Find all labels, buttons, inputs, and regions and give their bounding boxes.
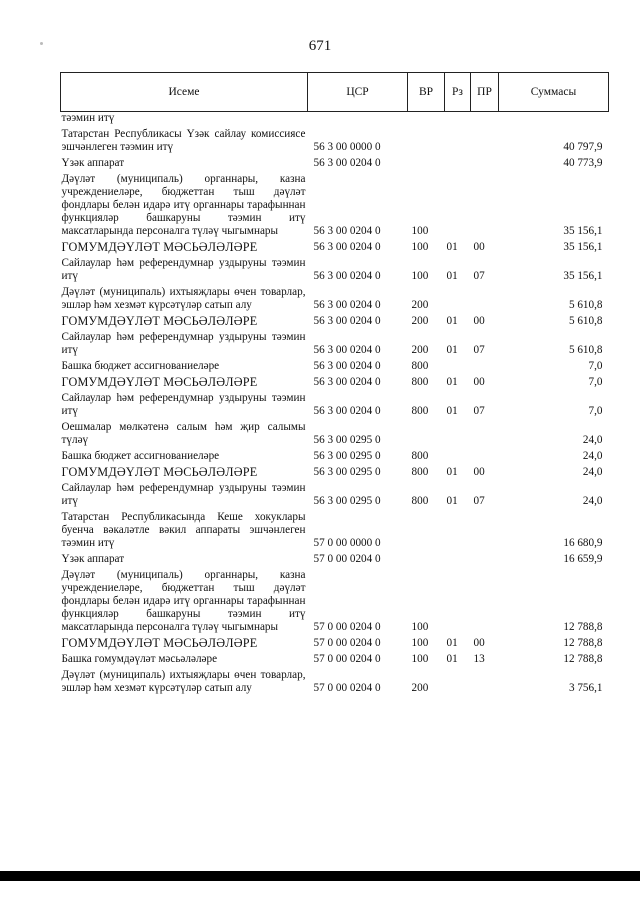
cell-sum: 35 156,1: [563, 270, 603, 282]
cell-name: Дәүләт (муниципаль) органнары, казна учреждениеләре, бюджеттан тыш дәүләт фондлары белән идарә итү органнары тарафыннан функцияләр башкаруны тәэмин итү максатларында персоналга түләү чыгымнары: [61, 569, 306, 633]
cell-pr: 07: [473, 270, 485, 282]
cell-vr: 800: [411, 466, 429, 478]
table-row: [61, 552, 609, 568]
table-row: [61, 668, 609, 697]
header-sum: Суммасы: [499, 73, 609, 112]
cell-csr: 56 3 00 0204 0: [313, 344, 381, 356]
cell-pr: 07: [473, 495, 485, 507]
table-row: [61, 568, 609, 636]
table-row: [61, 652, 609, 668]
budget-table: [60, 72, 609, 697]
cell-csr: 56 3 00 0204 0: [313, 315, 381, 327]
cell-vr: [408, 420, 445, 449]
table-row: [61, 127, 609, 156]
cell-rz: [445, 552, 471, 568]
cell-csr: 57 0 00 0204 0: [313, 621, 381, 633]
cell-sum: 7,0: [588, 376, 603, 388]
cell-pr: 13: [473, 653, 485, 665]
header-rz: Рз: [445, 73, 471, 112]
cell-csr: 56 3 00 0204 0: [313, 376, 381, 388]
cell-rz: 01: [446, 344, 458, 356]
table-row: [61, 156, 609, 172]
header-pr: ПР: [471, 73, 499, 112]
cell-csr: 56 3 00 0204 0: [313, 225, 381, 237]
header-name: Исеме: [61, 73, 308, 112]
cell-vr: 100: [411, 637, 429, 649]
cell-vr: 800: [411, 450, 429, 462]
cell-pr: [471, 112, 499, 128]
header-csr: ЦСР: [308, 73, 408, 112]
cell-pr: 00: [473, 376, 485, 388]
cell-rz: [445, 420, 471, 449]
cell-rz: [445, 568, 471, 636]
cell-rz: [445, 285, 471, 314]
cell-vr: 200: [411, 344, 429, 356]
cell-sum: 5 610,8: [568, 299, 603, 311]
cell-vr: [408, 156, 445, 172]
cell-vr: 800: [411, 495, 429, 507]
cell-csr: 56 3 00 0000 0: [313, 141, 381, 153]
cell-rz: [445, 359, 471, 375]
cell-sum: 7,0: [588, 360, 603, 372]
cell-vr: 100: [411, 225, 429, 237]
cell-name: ГОМУМДӘҮЛӘТ МӘСЬӘЛӘЛӘРЕ: [61, 636, 258, 650]
cell-csr: 56 3 00 0204 0: [313, 360, 381, 372]
cell-sum: 24,0: [582, 450, 603, 462]
cell-rz: 01: [446, 241, 458, 253]
cell-sum: 5 610,8: [568, 315, 603, 327]
cell-name: ГОМУМДӘҮЛӘТ МӘСЬӘЛӘЛӘРЕ: [61, 375, 258, 389]
cell-sum: 40 797,9: [563, 141, 603, 153]
cell-sum: 12 788,8: [563, 637, 603, 649]
table-row: [61, 420, 609, 449]
table-row: [61, 636, 609, 652]
table-row: [61, 359, 609, 375]
header-vr: ВР: [408, 73, 445, 112]
cell-rz: [445, 668, 471, 697]
cell-name: Сайлаулар һәм референдумнар уздыруны тәэмин итү: [61, 257, 306, 282]
table-row: [61, 510, 609, 552]
table-row: [61, 449, 609, 465]
cell-vr: [408, 112, 445, 128]
cell-pr: 07: [473, 344, 485, 356]
cell-vr: [408, 510, 445, 552]
cell-pr: [471, 156, 499, 172]
cell-name: Дәүләт (муниципаль) ихтыяҗлары өчен товарлар, эшләр һәм хезмәт күрсәтүләр сатып алу: [61, 286, 306, 311]
cell-sum: 35 156,1: [563, 241, 603, 253]
cell-vr: 100: [411, 653, 429, 665]
scan-dot: [40, 42, 43, 45]
cell-csr: 56 3 00 0204 0: [313, 241, 381, 253]
cell-pr: 00: [473, 637, 485, 649]
cell-pr: 00: [473, 315, 485, 327]
cell-csr: 56 3 00 0204 0: [313, 157, 381, 169]
cell-csr: 57 0 00 0000 0: [313, 537, 381, 549]
cell-sum: 24,0: [582, 495, 603, 507]
cell-name: ГОМУМДӘҮЛӘТ МӘСЬӘЛӘЛӘРЕ: [61, 465, 258, 479]
cell-vr: 800: [411, 405, 429, 417]
cell-csr: [308, 112, 408, 128]
table-row: [61, 481, 609, 510]
table-row: [61, 172, 609, 240]
cell-name: Татарстан Республикасында Кеше хокуклары буенча вәкаләтле вәкил аппараты эшчәнлеген тәэмин итү: [61, 511, 306, 549]
cell-pr: [471, 127, 499, 156]
cell-name: Сайлаулар һәм референдумнар уздыруны тәэмин итү: [61, 482, 306, 507]
cell-csr: 56 3 00 0204 0: [313, 299, 381, 311]
cell-csr: 56 3 00 0295 0: [313, 495, 381, 507]
table-row: [61, 256, 609, 285]
table-row: [61, 391, 609, 420]
cell-pr: [471, 510, 499, 552]
cell-pr: [471, 568, 499, 636]
cell-vr: 100: [411, 241, 429, 253]
cell-sum: 12 788,8: [563, 653, 603, 665]
cell-pr: [471, 668, 499, 697]
cell-pr: [471, 420, 499, 449]
cell-sum: 12 788,8: [563, 621, 603, 633]
cell-rz: 01: [446, 466, 458, 478]
cell-rz: 01: [446, 653, 458, 665]
cell-csr: 57 0 00 0204 0: [313, 637, 381, 649]
cell-vr: 100: [411, 270, 429, 282]
table-header: [61, 73, 609, 112]
cell-pr: [471, 285, 499, 314]
cell-sum: 5 610,8: [568, 344, 603, 356]
cell-pr: [471, 172, 499, 240]
table-row: [61, 112, 609, 128]
table-row: [61, 465, 609, 481]
cell-vr: 800: [411, 376, 429, 388]
cell-rz: [445, 172, 471, 240]
table-body: [61, 112, 609, 698]
cell-vr: [408, 127, 445, 156]
cell-sum: 40 773,9: [563, 157, 603, 169]
cell-sum: 24,0: [582, 466, 603, 478]
cell-name: ГОМУМДӘҮЛӘТ МӘСЬӘЛӘЛӘРЕ: [61, 240, 258, 254]
cell-rz: [445, 112, 471, 128]
cell-csr: 57 0 00 0204 0: [313, 653, 381, 665]
cell-name: Үзәк аппарат: [61, 157, 125, 169]
table-row: [61, 375, 609, 391]
cell-csr: 56 3 00 0295 0: [313, 450, 381, 462]
table-row: [61, 314, 609, 330]
cell-sum: 24,0: [582, 434, 603, 446]
cell-pr: 07: [473, 405, 485, 417]
cell-name: Сайлаулар һәм референдумнар уздыруны тәэмин итү: [61, 392, 306, 417]
cell-vr: 200: [411, 315, 429, 327]
cell-rz: 01: [446, 637, 458, 649]
cell-csr: 56 3 00 0204 0: [313, 270, 381, 282]
cell-name: Сайлаулар һәм референдумнар уздыруны тәэмин итү: [61, 331, 306, 356]
cell-name: Үзәк аппарат: [61, 553, 125, 565]
table-row: [61, 285, 609, 314]
cell-name: Татарстан Республикасы Үзәк сайлау комиссиясе эшчәнлеген тәэмин итү: [61, 128, 306, 153]
scan-border: [0, 871, 640, 881]
cell-name: Дәүләт (муниципаль) ихтыяҗлары өчен товарлар, эшләр һәм хезмәт күрсәтүләр сатып алу: [61, 669, 306, 694]
cell-vr: 200: [411, 299, 429, 311]
cell-name: Дәүләт (муниципаль) органнары, казна учреждениеләре, бюджеттан тыш дәүләт фондлары белән идарә итү органнары тарафыннан функцияләр башкаруны тәэмин итү максатларында персоналга түләү чыгымнары: [61, 173, 306, 237]
cell-vr: 200: [411, 682, 429, 694]
cell-rz: 01: [446, 315, 458, 327]
cell-pr: [471, 359, 499, 375]
cell-rz: 01: [446, 376, 458, 388]
cell-sum: [499, 112, 609, 128]
cell-rz: [445, 449, 471, 465]
cell-rz: [445, 127, 471, 156]
cell-vr: 800: [411, 360, 429, 372]
table-row: [61, 330, 609, 359]
cell-name: ГОМУМДӘҮЛӘТ МӘСЬӘЛӘЛӘРЕ: [61, 314, 258, 328]
cell-sum: 35 156,1: [563, 225, 603, 237]
cell-vr: 100: [411, 621, 429, 633]
cell-name: Башка гомумдәүләт мәсьәләләре: [61, 653, 218, 665]
cell-name: Башка бюджет ассигнованиеләре: [61, 360, 220, 372]
cell-pr: [471, 552, 499, 568]
cell-vr: [408, 552, 445, 568]
cell-csr: 56 3 00 0295 0: [313, 466, 381, 478]
cell-pr: 00: [473, 241, 485, 253]
cell-sum: 3 756,1: [568, 682, 603, 694]
cell-rz: [445, 510, 471, 552]
cell-name: Оешмалар мөлкәтенә салым һәм җир салымы түләү: [61, 421, 306, 446]
cell-rz: [445, 156, 471, 172]
cell-rz: 01: [446, 405, 458, 417]
cell-csr: 56 3 00 0295 0: [313, 434, 381, 446]
cell-csr: 57 0 00 0204 0: [313, 682, 381, 694]
cell-rz: 01: [446, 270, 458, 282]
cell-sum: 16 659,9: [563, 553, 603, 565]
cell-rz: 01: [446, 495, 458, 507]
cell-sum: 7,0: [588, 405, 603, 417]
cell-pr: [471, 449, 499, 465]
cell-csr: 56 3 00 0204 0: [313, 405, 381, 417]
cell-csr: 57 0 00 0204 0: [313, 553, 381, 565]
cell-sum: 16 680,9: [563, 537, 603, 549]
table-row: [61, 240, 609, 256]
cell-name: Башка бюджет ассигнованиеләре: [61, 450, 220, 462]
cell-pr: 00: [473, 466, 485, 478]
cell-name: тәэмин итү: [61, 112, 115, 124]
page-number: 671: [308, 38, 332, 54]
